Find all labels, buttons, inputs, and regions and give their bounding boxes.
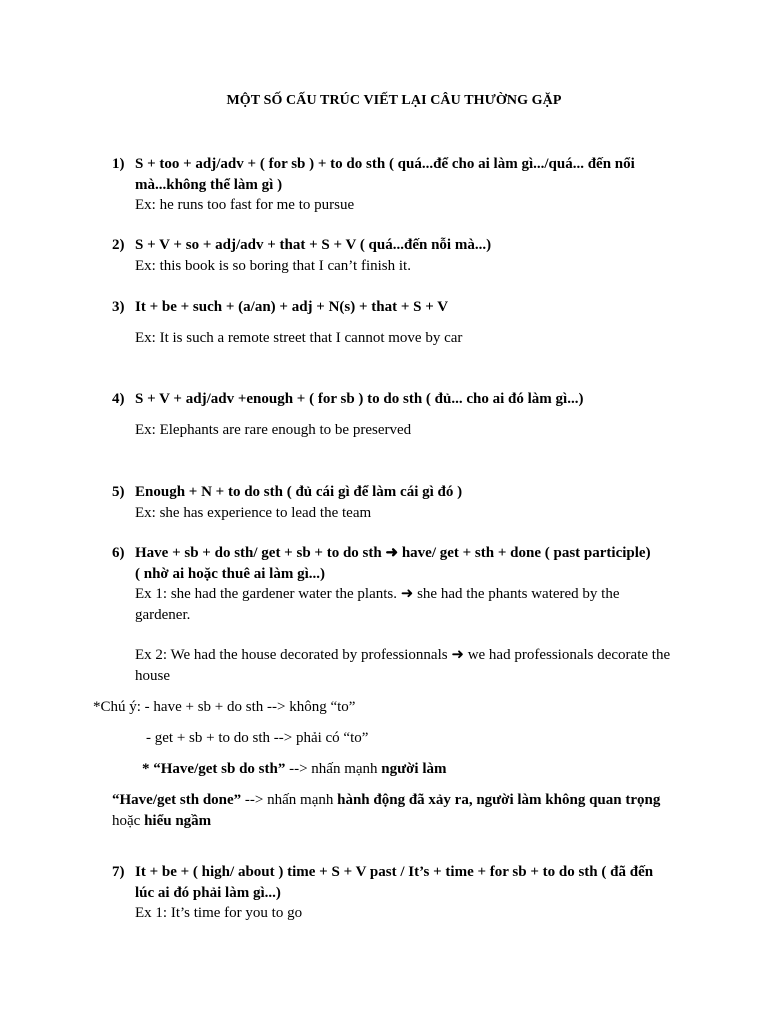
right-arrow-icon: ➜	[400, 586, 414, 602]
page-title: MỘT SỐ CẤU TRÚC VIẾT LẠI CÂU THƯỜNG GẶP	[226, 93, 562, 108]
note-emphasis: “Have/get sth done”	[112, 792, 242, 808]
structure-heading: S + V + adj/adv +enough + ( for sb ) to do sth ( đủ... cho ai đó làm gì...)	[135, 391, 584, 407]
note-line-4	[112, 790, 682, 831]
note-text: --> nhấn mạnh	[285, 761, 382, 777]
structure-heading: It + be + such + (a/an) + adj + N(s) + that + S + V	[135, 299, 449, 315]
structure-heading: It + be + ( high/ about ) time + S + V past / It’s + time + for sb + to do sth ( đã đến lúc ai đó phải làm gì...)	[135, 864, 654, 901]
example-2-part-a: Ex 2: We had the house decorated by professionnals	[135, 647, 452, 663]
list-item-5	[112, 482, 672, 523]
item-number: 3)	[112, 299, 125, 315]
list-item-1	[112, 154, 672, 216]
list-item-3	[112, 297, 672, 348]
item-number: 4)	[112, 391, 125, 407]
structure-heading-gloss: ( nhờ ai hoặc thuê ai làm gì...)	[135, 565, 325, 582]
heading-part-b: have/ get + sth + done ( past participle)	[398, 545, 651, 561]
right-arrow-icon: ➜	[451, 647, 464, 663]
note-emphasis: hiểu ngầm	[144, 812, 212, 829]
item-number: 5)	[112, 484, 125, 500]
note-text: hoặc	[112, 812, 145, 829]
item-number: 2)	[112, 237, 125, 253]
example-text: Ex: she has experience to lead the team	[135, 504, 372, 521]
item-number: 1)	[112, 156, 125, 172]
note-line-2: - get + sb + to do sth --> phải có “to”	[146, 730, 369, 746]
note-text: --> nhấn mạnh	[241, 792, 338, 808]
example-2-text	[135, 645, 672, 686]
example-1-text	[135, 584, 672, 625]
note-emphasis: hành động đã xảy ra, người làm không quan trọng	[337, 792, 661, 808]
example-text: Ex: Elephants are rare enough to be preserved	[135, 421, 412, 438]
note-line-1: *Chú ý: - have + sb + do sth --> không “to”	[93, 699, 356, 715]
structure-heading: Enough + N + to do sth ( đủ cái gì để làm cái gì đó )	[135, 484, 463, 500]
heading-part-a: Have + sb + do sth/ get + sb + to do sth	[135, 545, 386, 561]
example-1-part-a: Ex 1: she had the gardener water the plants.	[135, 586, 401, 602]
note-line-3	[142, 759, 447, 780]
note-emphasis: * “Have/get sb do sth”	[142, 761, 286, 777]
structure-heading	[135, 543, 672, 564]
list-item-2	[112, 235, 672, 276]
list-item-6	[112, 543, 672, 686]
structure-heading: S + V + so + adj/adv + that + S + V ( quá...đến nỗi mà...)	[135, 237, 492, 253]
right-arrow-icon: ➜	[385, 545, 399, 561]
structure-heading: S + too + adj/adv + ( for sb ) + to do sth ( quá...để cho ai làm gì.../quá... đến nổi mà...không thể làm gì )	[135, 156, 635, 193]
example-1-part-b: she had the phants watered by the gardener.	[135, 586, 620, 623]
item-number: 6)	[112, 545, 125, 561]
example-2-part-b: we had professionals decorate the house	[135, 647, 671, 684]
example-text: Ex: It is such a remote street that I cannot move by car	[135, 329, 463, 346]
example-text: Ex: this book is so boring that I can’t finish it.	[135, 257, 411, 274]
item-number: 7)	[112, 864, 125, 880]
list-item-4	[112, 389, 672, 440]
example-text: Ex: he runs too fast for me to pursue	[135, 197, 355, 213]
note-emphasis: người làm	[381, 761, 447, 777]
list-item-7	[112, 862, 672, 924]
example-text: Ex 1: It’s time for you to go	[135, 905, 303, 921]
